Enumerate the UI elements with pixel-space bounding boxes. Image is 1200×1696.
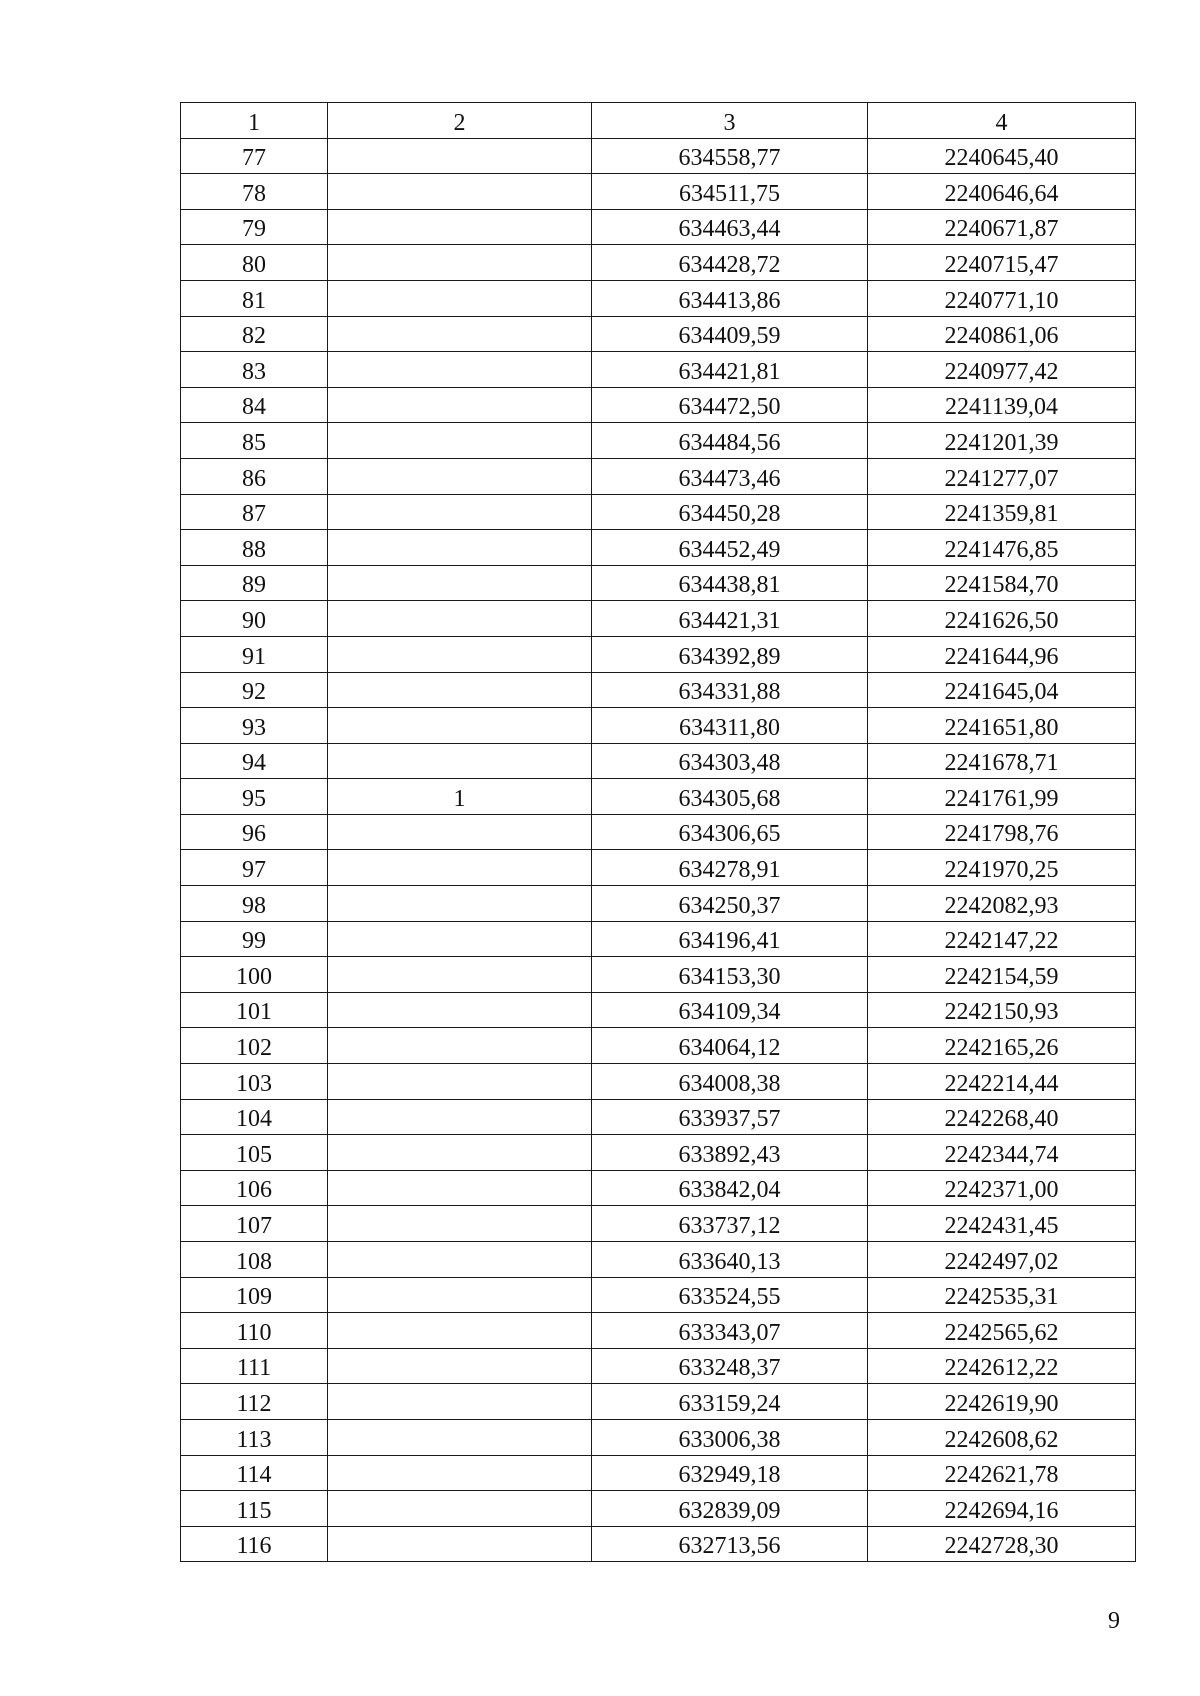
x-coordinate-cell: 632949,18 <box>592 1455 868 1491</box>
table-row <box>181 743 1136 779</box>
table-row <box>181 458 1136 494</box>
group-cell <box>328 565 592 601</box>
x-coordinate-cell: 633343,07 <box>592 1313 868 1349</box>
y-coordinate-cell: 2241476,85 <box>868 530 1136 566</box>
group-cell: 1 <box>328 779 592 815</box>
point-number-cell: 100 <box>181 957 328 993</box>
x-coordinate-cell: 634452,49 <box>592 530 868 566</box>
group-cell <box>328 1384 592 1420</box>
table-row <box>181 1384 1136 1420</box>
point-number-cell: 93 <box>181 708 328 744</box>
x-coordinate-cell: 634558,77 <box>592 138 868 174</box>
table-row <box>181 779 1136 815</box>
group-cell <box>328 387 592 423</box>
header-row <box>181 103 1136 139</box>
y-coordinate-cell: 2242431,45 <box>868 1206 1136 1242</box>
point-number-cell: 109 <box>181 1277 328 1313</box>
column-header-1: 1 <box>181 103 328 139</box>
x-coordinate-cell: 633937,57 <box>592 1099 868 1135</box>
point-number-cell: 104 <box>181 1099 328 1135</box>
point-number-cell: 105 <box>181 1135 328 1171</box>
x-coordinate-cell: 632713,56 <box>592 1526 868 1562</box>
point-number-cell: 81 <box>181 280 328 316</box>
x-coordinate-cell: 634428,72 <box>592 245 868 281</box>
table-row <box>181 352 1136 388</box>
y-coordinate-cell: 2241277,07 <box>868 458 1136 494</box>
group-cell <box>328 601 592 637</box>
y-coordinate-cell: 2242344,74 <box>868 1135 1136 1171</box>
point-number-cell: 108 <box>181 1242 328 1278</box>
y-coordinate-cell: 2241761,99 <box>868 779 1136 815</box>
point-number-cell: 91 <box>181 636 328 672</box>
group-cell <box>328 1064 592 1100</box>
x-coordinate-cell: 634438,81 <box>592 565 868 601</box>
y-coordinate-cell: 2242565,62 <box>868 1313 1136 1349</box>
point-number-cell: 101 <box>181 992 328 1028</box>
table-header <box>181 103 1136 139</box>
point-number-cell: 77 <box>181 138 328 174</box>
table-row <box>181 423 1136 459</box>
y-coordinate-cell: 2241970,25 <box>868 850 1136 886</box>
table-row <box>181 1526 1136 1562</box>
group-cell <box>328 423 592 459</box>
coordinates-table <box>180 102 1136 1562</box>
group-cell <box>328 814 592 850</box>
x-coordinate-cell: 634278,91 <box>592 850 868 886</box>
point-number-cell: 115 <box>181 1491 328 1527</box>
y-coordinate-cell: 2242612,22 <box>868 1348 1136 1384</box>
x-coordinate-cell: 634392,89 <box>592 636 868 672</box>
group-cell <box>328 1348 592 1384</box>
x-coordinate-cell: 634305,68 <box>592 779 868 815</box>
table-row <box>181 1348 1136 1384</box>
table-row <box>181 850 1136 886</box>
group-cell <box>328 957 592 993</box>
table-row <box>181 601 1136 637</box>
table-row <box>181 886 1136 922</box>
x-coordinate-cell: 633006,38 <box>592 1419 868 1455</box>
y-coordinate-cell: 2242214,44 <box>868 1064 1136 1100</box>
point-number-cell: 114 <box>181 1455 328 1491</box>
point-number-cell: 98 <box>181 886 328 922</box>
x-coordinate-cell: 634409,59 <box>592 316 868 352</box>
group-cell <box>328 992 592 1028</box>
group-cell <box>328 138 592 174</box>
group-cell <box>328 921 592 957</box>
table-row <box>181 1170 1136 1206</box>
x-coordinate-cell: 633248,37 <box>592 1348 868 1384</box>
group-cell <box>328 280 592 316</box>
table-row <box>181 1313 1136 1349</box>
table-row <box>181 1277 1136 1313</box>
table-row <box>181 209 1136 245</box>
point-number-cell: 92 <box>181 672 328 708</box>
x-coordinate-cell: 634250,37 <box>592 886 868 922</box>
point-number-cell: 84 <box>181 387 328 423</box>
point-number-cell: 97 <box>181 850 328 886</box>
x-coordinate-cell: 634511,75 <box>592 174 868 210</box>
group-cell <box>328 1170 592 1206</box>
y-coordinate-cell: 2242165,26 <box>868 1028 1136 1064</box>
y-coordinate-cell: 2242154,59 <box>868 957 1136 993</box>
x-coordinate-cell: 633159,24 <box>592 1384 868 1420</box>
table-row <box>181 565 1136 601</box>
y-coordinate-cell: 2241201,39 <box>868 423 1136 459</box>
group-cell <box>328 1028 592 1064</box>
group-cell <box>328 352 592 388</box>
table-row <box>181 1419 1136 1455</box>
y-coordinate-cell: 2241139,04 <box>868 387 1136 423</box>
group-cell <box>328 1277 592 1313</box>
y-coordinate-cell: 2241798,76 <box>868 814 1136 850</box>
group-cell <box>328 245 592 281</box>
table-row <box>181 814 1136 850</box>
x-coordinate-cell: 634064,12 <box>592 1028 868 1064</box>
point-number-cell: 88 <box>181 530 328 566</box>
group-cell <box>328 458 592 494</box>
x-coordinate-cell: 634331,88 <box>592 672 868 708</box>
point-number-cell: 113 <box>181 1419 328 1455</box>
point-number-cell: 94 <box>181 743 328 779</box>
page-number: 9 <box>1108 1608 1120 1634</box>
x-coordinate-cell: 634196,41 <box>592 921 868 957</box>
y-coordinate-cell: 2242608,62 <box>868 1419 1136 1455</box>
y-coordinate-cell: 2240715,47 <box>868 245 1136 281</box>
y-coordinate-cell: 2240671,87 <box>868 209 1136 245</box>
y-coordinate-cell: 2240977,42 <box>868 352 1136 388</box>
y-coordinate-cell: 2242694,16 <box>868 1491 1136 1527</box>
group-cell <box>328 209 592 245</box>
point-number-cell: 85 <box>181 423 328 459</box>
x-coordinate-cell: 634421,81 <box>592 352 868 388</box>
group-cell <box>328 850 592 886</box>
y-coordinate-cell: 2242497,02 <box>868 1242 1136 1278</box>
group-cell <box>328 1313 592 1349</box>
x-coordinate-cell: 634303,48 <box>592 743 868 779</box>
group-cell <box>328 1099 592 1135</box>
x-coordinate-cell: 633640,13 <box>592 1242 868 1278</box>
table-row <box>181 530 1136 566</box>
group-cell <box>328 174 592 210</box>
group-cell <box>328 1135 592 1171</box>
x-coordinate-cell: 633524,55 <box>592 1277 868 1313</box>
y-coordinate-cell: 2240645,40 <box>868 138 1136 174</box>
table-row <box>181 245 1136 281</box>
table-row <box>181 280 1136 316</box>
table-row <box>181 1064 1136 1100</box>
group-cell <box>328 1242 592 1278</box>
x-coordinate-cell: 634473,46 <box>592 458 868 494</box>
point-number-cell: 107 <box>181 1206 328 1242</box>
x-coordinate-cell: 634008,38 <box>592 1064 868 1100</box>
x-coordinate-cell: 634109,34 <box>592 992 868 1028</box>
y-coordinate-cell: 2240646,64 <box>868 174 1136 210</box>
column-header-2: 2 <box>328 103 592 139</box>
column-header-3: 3 <box>592 103 868 139</box>
table-body <box>181 138 1136 1562</box>
group-cell <box>328 743 592 779</box>
group-cell <box>328 636 592 672</box>
x-coordinate-cell: 632839,09 <box>592 1491 868 1527</box>
point-number-cell: 80 <box>181 245 328 281</box>
group-cell <box>328 494 592 530</box>
y-coordinate-cell: 2241644,96 <box>868 636 1136 672</box>
point-number-cell: 87 <box>181 494 328 530</box>
point-number-cell: 112 <box>181 1384 328 1420</box>
x-coordinate-cell: 634472,50 <box>592 387 868 423</box>
table-row <box>181 1491 1136 1527</box>
group-cell <box>328 316 592 352</box>
table-row <box>181 957 1136 993</box>
table-row <box>181 387 1136 423</box>
y-coordinate-cell: 2240771,10 <box>868 280 1136 316</box>
group-cell <box>328 672 592 708</box>
point-number-cell: 116 <box>181 1526 328 1562</box>
x-coordinate-cell: 634450,28 <box>592 494 868 530</box>
table-row <box>181 138 1136 174</box>
point-number-cell: 110 <box>181 1313 328 1349</box>
group-cell <box>328 1491 592 1527</box>
y-coordinate-cell: 2241651,80 <box>868 708 1136 744</box>
group-cell <box>328 1455 592 1491</box>
point-number-cell: 86 <box>181 458 328 494</box>
x-coordinate-cell: 633737,12 <box>592 1206 868 1242</box>
point-number-cell: 103 <box>181 1064 328 1100</box>
point-number-cell: 89 <box>181 565 328 601</box>
y-coordinate-cell: 2240861,06 <box>868 316 1136 352</box>
group-cell <box>328 1526 592 1562</box>
table-row <box>181 1028 1136 1064</box>
x-coordinate-cell: 634484,56 <box>592 423 868 459</box>
x-coordinate-cell: 633842,04 <box>592 1170 868 1206</box>
x-coordinate-cell: 634306,65 <box>592 814 868 850</box>
y-coordinate-cell: 2241678,71 <box>868 743 1136 779</box>
point-number-cell: 90 <box>181 601 328 637</box>
group-cell <box>328 886 592 922</box>
table-row <box>181 1099 1136 1135</box>
x-coordinate-cell: 634463,44 <box>592 209 868 245</box>
y-coordinate-cell: 2241626,50 <box>868 601 1136 637</box>
point-number-cell: 96 <box>181 814 328 850</box>
table-row <box>181 1455 1136 1491</box>
x-coordinate-cell: 634421,31 <box>592 601 868 637</box>
table-row <box>181 921 1136 957</box>
y-coordinate-cell: 2241359,81 <box>868 494 1136 530</box>
x-coordinate-cell: 634153,30 <box>592 957 868 993</box>
point-number-cell: 78 <box>181 174 328 210</box>
y-coordinate-cell: 2242082,93 <box>868 886 1136 922</box>
y-coordinate-cell: 2242268,40 <box>868 1099 1136 1135</box>
group-cell <box>328 708 592 744</box>
point-number-cell: 102 <box>181 1028 328 1064</box>
table-row <box>181 316 1136 352</box>
point-number-cell: 95 <box>181 779 328 815</box>
table-row <box>181 174 1136 210</box>
point-number-cell: 106 <box>181 1170 328 1206</box>
x-coordinate-cell: 633892,43 <box>592 1135 868 1171</box>
point-number-cell: 79 <box>181 209 328 245</box>
point-number-cell: 82 <box>181 316 328 352</box>
table-row <box>181 636 1136 672</box>
point-number-cell: 99 <box>181 921 328 957</box>
y-coordinate-cell: 2242371,00 <box>868 1170 1136 1206</box>
y-coordinate-cell: 2242535,31 <box>868 1277 1136 1313</box>
group-cell <box>328 1206 592 1242</box>
group-cell <box>328 530 592 566</box>
x-coordinate-cell: 634311,80 <box>592 708 868 744</box>
y-coordinate-cell: 2241584,70 <box>868 565 1136 601</box>
point-number-cell: 83 <box>181 352 328 388</box>
y-coordinate-cell: 2242621,78 <box>868 1455 1136 1491</box>
y-coordinate-cell: 2242728,30 <box>868 1526 1136 1562</box>
y-coordinate-cell: 2242619,90 <box>868 1384 1136 1420</box>
y-coordinate-cell: 2241645,04 <box>868 672 1136 708</box>
table-row <box>181 1242 1136 1278</box>
group-cell <box>328 1419 592 1455</box>
x-coordinate-cell: 634413,86 <box>592 280 868 316</box>
y-coordinate-cell: 2242150,93 <box>868 992 1136 1028</box>
point-number-cell: 111 <box>181 1348 328 1384</box>
y-coordinate-cell: 2242147,22 <box>868 921 1136 957</box>
table-row <box>181 494 1136 530</box>
table-row <box>181 672 1136 708</box>
table-row <box>181 708 1136 744</box>
table-row <box>181 992 1136 1028</box>
table-row <box>181 1135 1136 1171</box>
column-header-4: 4 <box>868 103 1136 139</box>
table-row <box>181 1206 1136 1242</box>
